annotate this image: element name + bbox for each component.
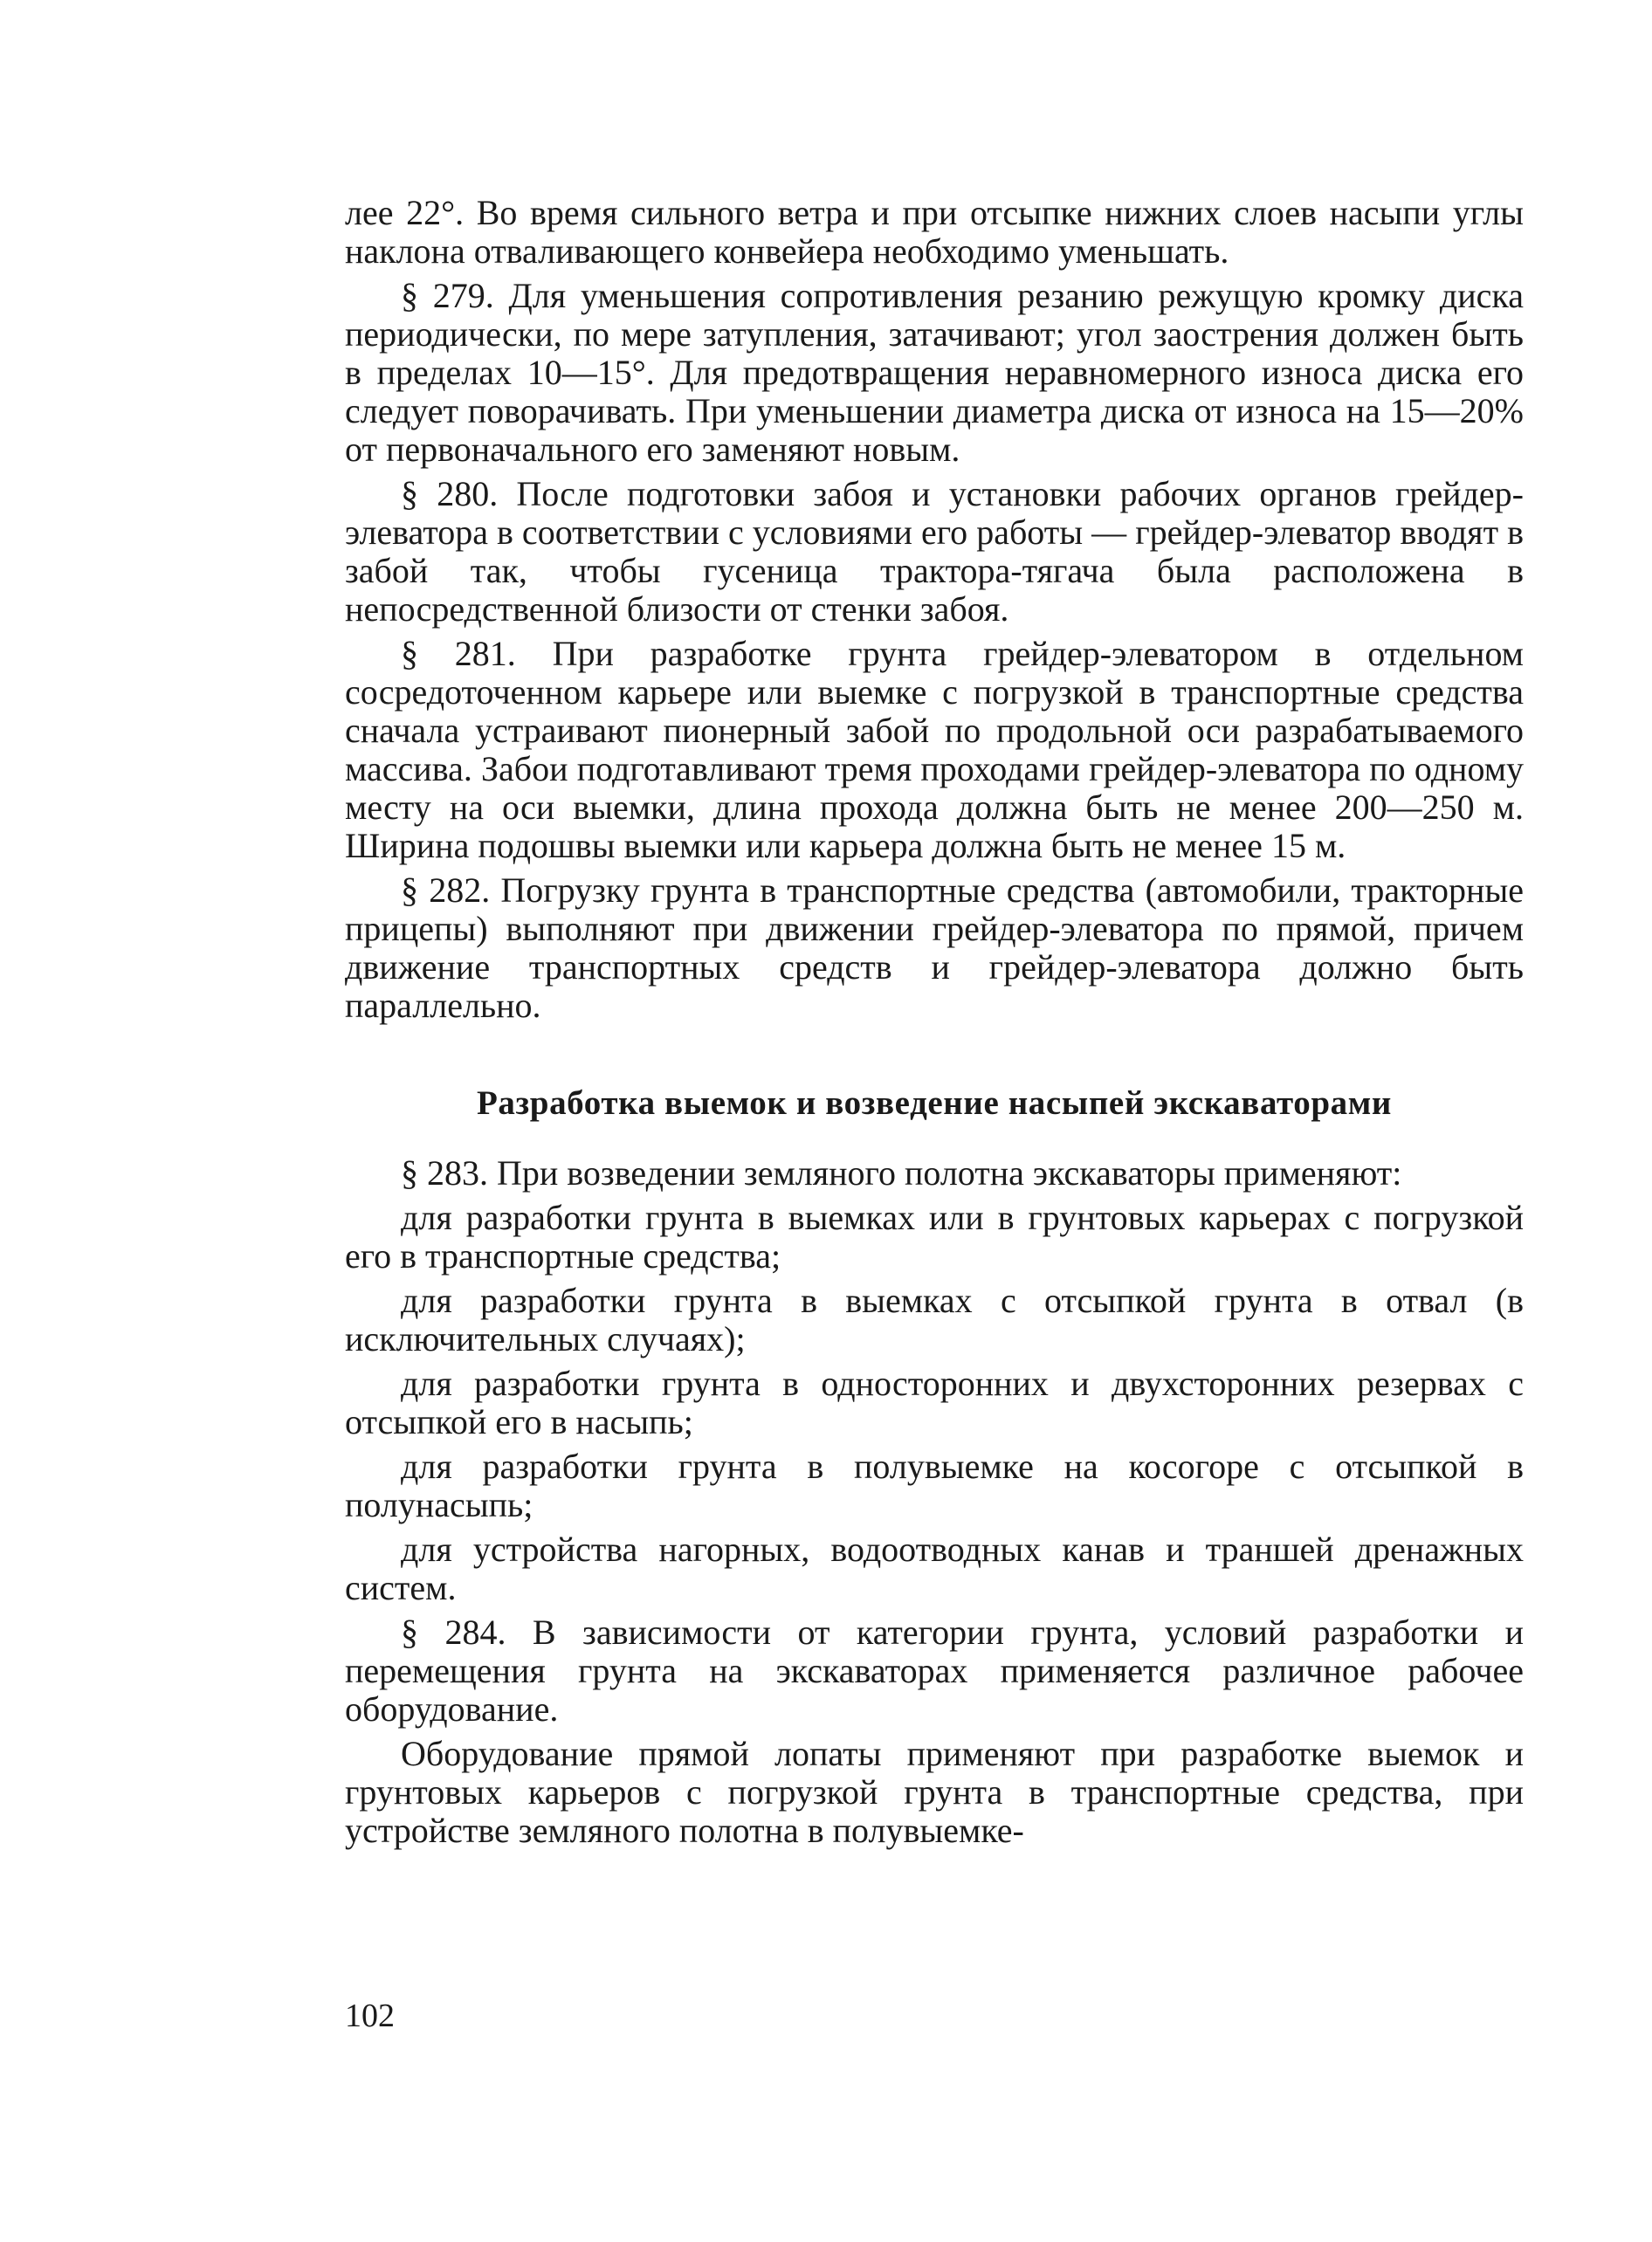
- list-item-excavation-loading: для разработки грунта в выемках или в грунтовых карьерах с погрузкой его в транспортные средства;: [345, 1198, 1524, 1276]
- paragraph-282: § 282. Погрузку грунта в транспортные средства (автомобили, тракторные прицепы) выполняют при движении грейдер-элеватора по прямой, причем движение транспортных средств и грейдер-элеватора должно быть параллельно.: [345, 870, 1524, 1025]
- page-text: [345, 194, 1524, 1856]
- paragraph-shovel-equipment: Оборудование прямой лопаты применяют при разработке выемок и грунтовых карьеров с погрузкой грунта в транспортные средства, при устройстве земляного полотна в полувыемке-: [345, 1734, 1524, 1850]
- list-item-reserves: для разработки грунта в односторонних и двухсторонних резервах с отсыпкой его в насыпь;: [345, 1364, 1524, 1441]
- paragraph-284: § 284. В зависимости от категории грунта, условий разработки и перемещения грунта на экскаваторах применяется различное рабочее оборудование.: [345, 1613, 1524, 1729]
- list-item-excavation-spoil: для разработки грунта в выемках с отсыпкой грунта в отвал (в исключительных случаях);: [345, 1281, 1524, 1358]
- paragraph-continuation: лее 22°. Во время сильного ветра и при отсыпке нижних слоев насыпи углы наклона отваливающего конвейера необходимо уменьшать.: [345, 193, 1524, 271]
- list-item-ditches: для устройства нагорных, водоотводных канав и траншей дренажных систем.: [345, 1530, 1524, 1607]
- list-item-hillside: для разработки грунта в полувыемке на косогоре с отсыпкой в полунасыпь;: [345, 1447, 1524, 1524]
- paragraph-280: § 280. После подготовки забоя и установки рабочих органов грейдер-элеватора в соответствии с условиями его работы — грейдер-элеватор вводят в забой так, чтобы гусеница трактора-тягача была расположена в непосредственной близости от стенки забоя.: [345, 474, 1524, 629]
- paragraph-279: § 279. Для уменьшения сопротивления резанию режущую кромку диска периодически, по мере затупления, затачивают; угол заострения должен быть в пределах 10—15°. Для предотвращения неравномерного износа диска его следует поворачивать. При уменьшении диаметра диска от износа на 15—20% от первоначального его заменяют новым.: [345, 276, 1524, 469]
- page-number: 102: [345, 1998, 395, 2034]
- paragraph-283: § 283. При возведении земляного полотна экскаваторы применяют:: [401, 1153, 1402, 1193]
- section-heading: Разработка выемок и возведение насыпей экскаваторами: [476, 1084, 1393, 1122]
- paragraph-281: § 281. При разработке грунта грейдер-элеватором в отдельном сосредоточенном карьере или выемке с погрузкой в транспортные средства сначала устраивают пионерный забой по продольной оси разрабатываемого массива. Забои подготавливают тремя проходами грейдер-элеватора по одному месту на оси выемки, длина прохода должна быть не менее 200—250 м. Ширина подошвы выемки или карьера должна быть не менее 15 м.: [345, 634, 1524, 865]
